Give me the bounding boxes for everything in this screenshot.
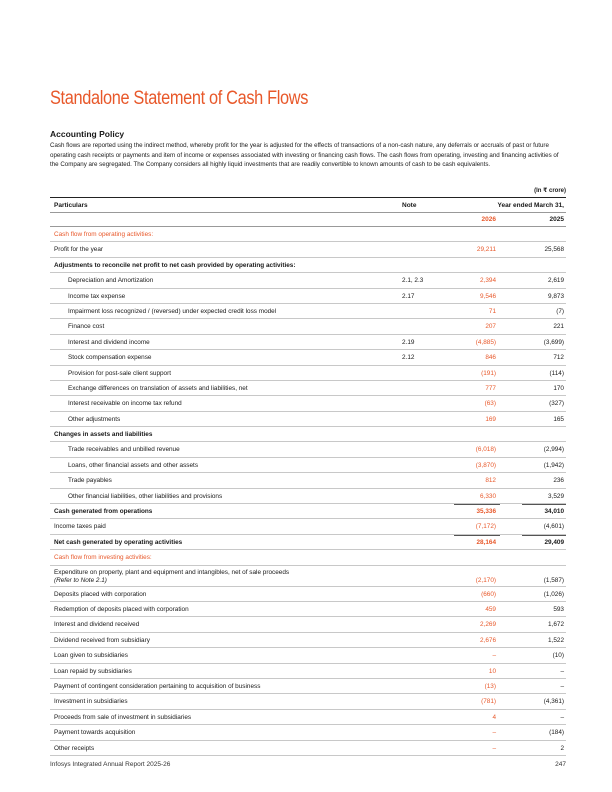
table-row (50, 504, 566, 519)
row-label: Cash generated from operations (54, 508, 153, 516)
row-value-2025: 593 (553, 605, 564, 613)
table-row (50, 289, 566, 304)
row-value-2025: 170 (553, 384, 564, 392)
row-label: Loan repaid by subsidiaries (54, 667, 132, 675)
row-label: Trade payables (68, 477, 112, 485)
row-value-2026: 28,164 (476, 538, 496, 546)
table-row (50, 710, 566, 725)
row-value-2025: (1,942) (543, 461, 564, 469)
row-value-2026: 207 (485, 323, 496, 331)
row-value-2026: 71 (488, 307, 496, 315)
row-label: Exchange differences on translation of assets and liabilities, net (68, 384, 248, 392)
row-value-2026: 2,676 (480, 636, 496, 644)
row-label: Interest and dividend income (68, 338, 150, 346)
row-label: Payment of contingent consideration pertaining to acquisition of business (54, 682, 261, 690)
row-value-2025: (10) (552, 652, 564, 660)
row-label: Changes in assets and liabilities (54, 431, 153, 439)
table-row (50, 519, 566, 534)
row-value-2026: 812 (485, 477, 496, 485)
row-label: Loans, other financial assets and other assets (68, 461, 199, 469)
row-value-2026: (781) (481, 698, 496, 706)
table-row (50, 633, 566, 648)
row-value-2025: 221 (553, 323, 564, 331)
row-value-2026: 459 (485, 605, 496, 613)
row-value-2026: 10 (488, 667, 496, 675)
row-value-2026: (3,870) (475, 461, 496, 469)
row-label: Expenditure on property, plant and equipment and intangibles, net of sale proceeds (Refer to Note 2.1) (54, 568, 290, 584)
row-value-2026: 2,269 (480, 621, 496, 629)
row-value-2026: 35,336 (476, 508, 496, 516)
table-row (50, 304, 566, 319)
table-row (50, 366, 566, 381)
cash-flow-table (50, 197, 566, 756)
row-value-2025: 2 (560, 744, 564, 752)
policy-text: Cash flows are reported using the indirect method, whereby profit for the year is adjusted for the effects of transactions of a non-cash nature, any deferrals or accruals of past or future operating cash receipts or payments and item of income or expenses associated with investing or financing cash flows. The cash flows from operating, investing and financing activities of the Company are segregated. The Company considers all highly liquid investments that are readily convertible to known amounts of cash to be cash equivalents. (50, 142, 559, 169)
header-particulars: Particulars (54, 202, 88, 209)
row-value-2025: 3,529 (548, 492, 564, 500)
row-value-2025: (1,587) (543, 576, 564, 584)
row-value-2026: (660) (481, 590, 496, 598)
table-row (50, 319, 566, 334)
row-label: Net cash generated by operating activities (54, 538, 183, 546)
units-label: (In ₹ crore) (534, 188, 566, 194)
policy-heading: Accounting Policy (50, 129, 125, 139)
row-value-2026: – (492, 652, 496, 660)
row-label: Proceeds from sale of investment in subsidiaries (54, 713, 192, 721)
row-value-2025: – (560, 667, 564, 675)
row-value-2025: 2,619 (548, 277, 564, 285)
row-value-2025: – (560, 682, 564, 690)
header-year-ended: Year ended March 31, (497, 202, 564, 209)
row-note: 2.17 (402, 292, 415, 300)
table-row (50, 587, 566, 602)
row-value-2025: 712 (553, 354, 564, 362)
header-2025: 2025 (549, 216, 564, 223)
row-label: Redemption of deposits placed with corporation (54, 605, 189, 613)
footer-report-title: Infosys Integrated Annual Report 2025-26 (50, 761, 171, 768)
row-value-2026: 2,394 (480, 277, 496, 285)
row-value-2025: 236 (553, 477, 564, 485)
row-label: Payment towards acquisition (54, 729, 136, 737)
row-value-2025: 9,873 (548, 292, 564, 300)
row-label: Income taxes paid (54, 523, 106, 531)
row-value-2025: 165 (553, 415, 564, 423)
row-value-2025: (4,361) (543, 698, 564, 706)
table-row (50, 273, 566, 288)
table-row (50, 412, 566, 427)
row-label: Investment in subsidiaries (54, 698, 128, 706)
table-row (50, 381, 566, 396)
table-row (50, 694, 566, 709)
row-value-2026: (2,170) (475, 576, 496, 584)
row-label: Depreciation and Amortization (68, 277, 154, 285)
table-row (50, 458, 566, 473)
row-value-2025: 25,568 (544, 246, 564, 254)
row-value-2026: – (492, 729, 496, 737)
row-value-2026: 777 (485, 384, 496, 392)
table-header (50, 197, 566, 212)
row-value-2025: – (560, 713, 564, 721)
row-value-2025: (184) (549, 729, 564, 737)
row-value-2025: 1,672 (548, 621, 564, 629)
row-label: Cash flow from investing activities: (54, 554, 152, 562)
row-label: Deposits placed with corporation (54, 590, 147, 598)
table-row (50, 602, 566, 617)
row-value-2025: (327) (549, 400, 564, 408)
row-label: Provision for post-sale client support (68, 369, 172, 377)
row-value-2026: (4,885) (475, 338, 496, 346)
table-row (50, 258, 566, 273)
row-label: Interest and dividend received (54, 621, 140, 629)
table-row (50, 566, 566, 587)
row-value-2026: (7,172) (475, 523, 496, 531)
row-label: Income tax expense (68, 292, 126, 300)
row-label: Stock compensation expense (68, 354, 152, 362)
table-year-header (50, 212, 566, 227)
row-value-2026: (63) (484, 400, 496, 408)
row-label: Cash flow from operating activities: (54, 231, 154, 238)
table-row (50, 648, 566, 663)
row-value-2025: (7) (556, 307, 564, 315)
row-label: Interest receivable on income tax refund (68, 400, 182, 408)
header-2026: 2026 (481, 216, 496, 223)
row-value-2026: (191) (481, 369, 496, 377)
row-value-2026: 169 (485, 415, 496, 423)
row-label: Other adjustments (68, 415, 121, 423)
table-row (50, 617, 566, 632)
row-value-2026: 29,211 (476, 246, 496, 254)
footer-page-number: 247 (555, 761, 566, 768)
table-row (50, 725, 566, 740)
row-value-2025: 34,010 (544, 508, 564, 516)
row-value-2025: (114) (549, 369, 564, 377)
table-row (50, 741, 566, 756)
row-value-2026: 9,546 (480, 292, 496, 300)
table-row (50, 473, 566, 488)
table-row (50, 489, 566, 504)
row-value-2025: 29,409 (544, 538, 564, 546)
row-value-2026: (13) (484, 682, 496, 690)
table-row (50, 227, 566, 242)
table-row (50, 427, 566, 442)
table-row (50, 664, 566, 679)
table-row (50, 350, 566, 365)
row-value-2026: (6,018) (475, 446, 496, 454)
row-note: 2.12 (402, 354, 415, 362)
row-label: Loan given to subsidiaries (54, 652, 128, 660)
page-title: Standalone Statement of Cash Flows (50, 88, 309, 109)
table-row (50, 679, 566, 694)
header-note: Note (402, 202, 417, 209)
row-label: Trade receivables and unbilled revenue (68, 446, 180, 454)
row-value-2026: 4 (492, 713, 496, 721)
table-row (50, 550, 566, 565)
row-value-2025: (4,601) (543, 523, 564, 531)
row-label: Impairment loss recognized / (reversed) under expected credit loss model (68, 307, 277, 315)
row-value-2026: 6,330 (480, 492, 496, 500)
row-note: 2.19 (402, 338, 415, 346)
table-row (50, 442, 566, 457)
row-value-2025: (2,994) (543, 446, 564, 454)
table-row (50, 242, 566, 257)
row-value-2025: 1,522 (548, 636, 564, 644)
row-note: 2.1, 2.3 (402, 277, 424, 285)
row-label: Other receipts (54, 744, 95, 752)
row-label: Dividend received from subsidiary (54, 636, 150, 644)
row-label: Adjustments to reconcile net profit to net cash provided by operating activities: (54, 261, 296, 269)
row-label: Finance cost (68, 323, 105, 331)
row-label: Profit for the year (54, 246, 104, 254)
row-value-2026: – (492, 744, 496, 752)
table-row (50, 535, 566, 550)
row-value-2026: 846 (485, 354, 496, 362)
table-row (50, 335, 566, 350)
row-value-2025: (3,699) (543, 338, 564, 346)
table-row (50, 396, 566, 411)
row-value-2025: (1,026) (543, 590, 564, 598)
row-label: Other financial liabilities, other liabilities and provisions (68, 492, 223, 500)
